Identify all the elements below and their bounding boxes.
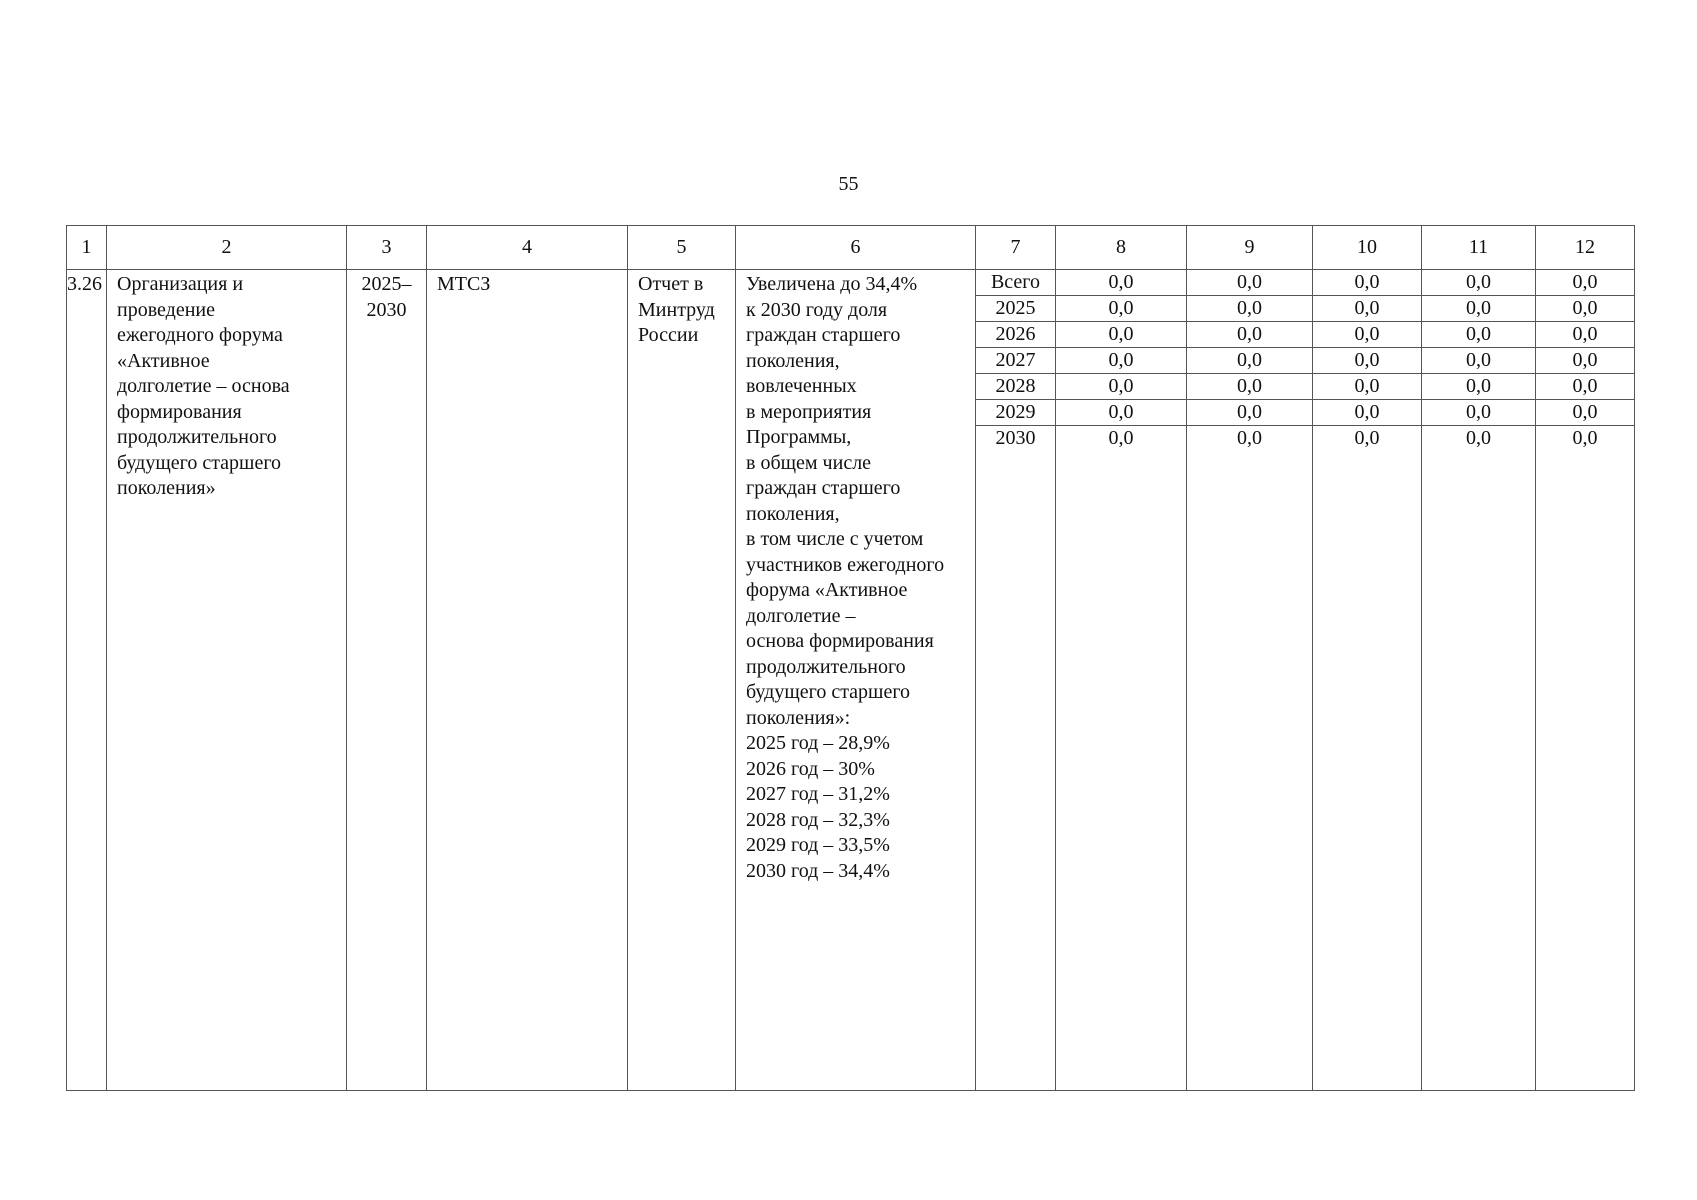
- column-header: 5: [628, 226, 736, 270]
- column-header: 4: [427, 226, 628, 270]
- text-line: граждан старшего: [746, 477, 901, 499]
- year-label: 2029: [976, 400, 1055, 426]
- column-header: 2: [107, 226, 347, 270]
- year-label: 2025: [976, 296, 1055, 322]
- value-cell: 0,0: [1313, 400, 1421, 426]
- text-line: долголетие –: [746, 604, 856, 627]
- year-label: 2030: [995, 427, 1036, 449]
- value-cell: 0,0: [1187, 296, 1312, 322]
- value-cell: 0,0: [1422, 400, 1535, 426]
- column-header: 1: [67, 226, 107, 270]
- value-cell: 0,0: [1466, 427, 1491, 449]
- values-cell-11: [1422, 270, 1536, 1091]
- value-cell: 0,0: [1313, 270, 1421, 296]
- column-header: 7: [976, 226, 1056, 270]
- values-subtable: [1313, 270, 1421, 451]
- column-header: 9: [1187, 226, 1313, 270]
- text-line: 2025 год – 28,9%: [746, 732, 890, 754]
- value-cell: 0,0: [1313, 374, 1421, 400]
- values-cell-10: [1313, 270, 1422, 1091]
- text-line: 2030: [366, 298, 407, 321]
- column-header: 8: [1056, 226, 1187, 270]
- page-number: 55: [838, 173, 859, 195]
- value-cell: 0,0: [1572, 427, 1598, 449]
- result-cell: [736, 270, 976, 1091]
- text-line: продолжительного: [117, 426, 277, 448]
- text-line: Отчет в: [638, 273, 704, 295]
- value-cell: 0,0: [1056, 348, 1186, 374]
- text-line: долголетие – основа: [117, 375, 290, 397]
- text-line: поколения»:: [746, 706, 851, 729]
- year-label: Всего: [976, 270, 1055, 296]
- text-line: поколения»: [117, 477, 216, 499]
- value-cell: 0,0: [1187, 400, 1312, 426]
- value-cell: 0,0: [1536, 348, 1634, 374]
- value-cell: 0,0: [1056, 322, 1186, 348]
- text-line: Организация и: [117, 273, 244, 295]
- text-line: 2030 год – 34,4%: [746, 859, 890, 882]
- year-label: 2028: [976, 374, 1055, 400]
- value-cell: 0,0: [1422, 296, 1535, 322]
- text-line: основа формирования: [746, 630, 934, 652]
- years-cell: [976, 270, 1056, 1091]
- value-cell: 0,0: [1056, 374, 1186, 400]
- report-cell: [628, 270, 736, 1091]
- text-line: «Активное: [117, 349, 210, 372]
- year-label: 2027: [976, 348, 1055, 374]
- text-line: Увеличена до 34,4%: [746, 273, 918, 295]
- value-cell: 0,0: [1422, 374, 1535, 400]
- value-cell: 0,0: [1187, 322, 1312, 348]
- value-cell: 0,0: [1536, 374, 1634, 400]
- activity-title: [107, 270, 347, 1091]
- text-line: России: [638, 324, 699, 346]
- header-row: [67, 226, 1635, 270]
- text-line: Минтруд: [638, 298, 715, 321]
- text-line: проведение: [117, 298, 215, 321]
- text-line: поколения,: [746, 349, 840, 372]
- text-line: участников ежегодного: [746, 553, 945, 576]
- value-cell: 0,0: [1187, 348, 1312, 374]
- value-cell: 0,0: [1536, 296, 1634, 322]
- values-cell-9: [1187, 270, 1313, 1091]
- text-line: к 2030 году доля: [746, 298, 888, 321]
- row-number: 3.26: [67, 270, 107, 1091]
- value-cell: 0,0: [1237, 427, 1262, 449]
- text-line: 2027 год – 31,2%: [746, 783, 890, 805]
- value-cell: 0,0: [1422, 322, 1535, 348]
- values-subtable: [1422, 270, 1535, 451]
- value-cell: 0,0: [1354, 427, 1380, 449]
- value-cell: 0,0: [1422, 270, 1535, 296]
- text-line: формирования: [117, 400, 242, 423]
- column-header: 10: [1313, 226, 1422, 270]
- value-cell: 0,0: [1536, 400, 1634, 426]
- table-row: [67, 270, 1635, 1091]
- plan-table: [66, 225, 1635, 1091]
- value-cell: 0,0: [1313, 296, 1421, 322]
- text-line: продолжительного: [746, 655, 906, 678]
- value-cell: 0,0: [1108, 427, 1134, 449]
- text-line: вовлеченных: [746, 375, 857, 397]
- value-cell: 0,0: [1536, 270, 1634, 296]
- value-cell: 0,0: [1056, 270, 1186, 296]
- text-line: 2029 год – 33,5%: [746, 834, 890, 856]
- executor-cell: МТСЗ: [427, 270, 628, 1091]
- value-cell: 0,0: [1313, 348, 1421, 374]
- text-line: форума «Активное: [746, 579, 908, 601]
- text-line: в том числе с учетом: [746, 528, 924, 550]
- text-line: будущего старшего: [746, 681, 911, 703]
- value-cell: 0,0: [1056, 400, 1186, 426]
- text-line: Программы,: [746, 426, 852, 448]
- text-line: граждан старшего: [746, 324, 901, 346]
- values-subtable: [1536, 270, 1634, 451]
- column-header: 12: [1536, 226, 1635, 270]
- values-cell-8: [1056, 270, 1187, 1091]
- values-cell-12: [1536, 270, 1635, 1091]
- text-line: в общем числе: [746, 451, 872, 474]
- values-subtable: [1056, 270, 1186, 451]
- text-line: 2028 год – 32,3%: [746, 808, 890, 831]
- period-cell: [347, 270, 427, 1091]
- value-cell: 0,0: [1313, 322, 1421, 348]
- value-cell: 0,0: [1187, 374, 1312, 400]
- value-cell: 0,0: [1187, 270, 1312, 296]
- text-line: поколения,: [746, 502, 840, 525]
- years-subtable: [976, 270, 1055, 451]
- column-header: 3: [347, 226, 427, 270]
- text-line: 2026 год – 30%: [746, 757, 875, 780]
- text-line: будущего старшего: [117, 451, 282, 474]
- value-cell: 0,0: [1056, 296, 1186, 322]
- column-header: 11: [1422, 226, 1536, 270]
- text-line: в мероприятия: [746, 400, 872, 423]
- text-line: 2025–: [361, 273, 412, 295]
- text-line: ежегодного форума: [117, 324, 283, 346]
- column-header: 6: [736, 226, 976, 270]
- value-cell: 0,0: [1422, 348, 1535, 374]
- values-subtable: [1187, 270, 1312, 451]
- year-label: 2026: [976, 322, 1055, 348]
- value-cell: 0,0: [1536, 322, 1634, 348]
